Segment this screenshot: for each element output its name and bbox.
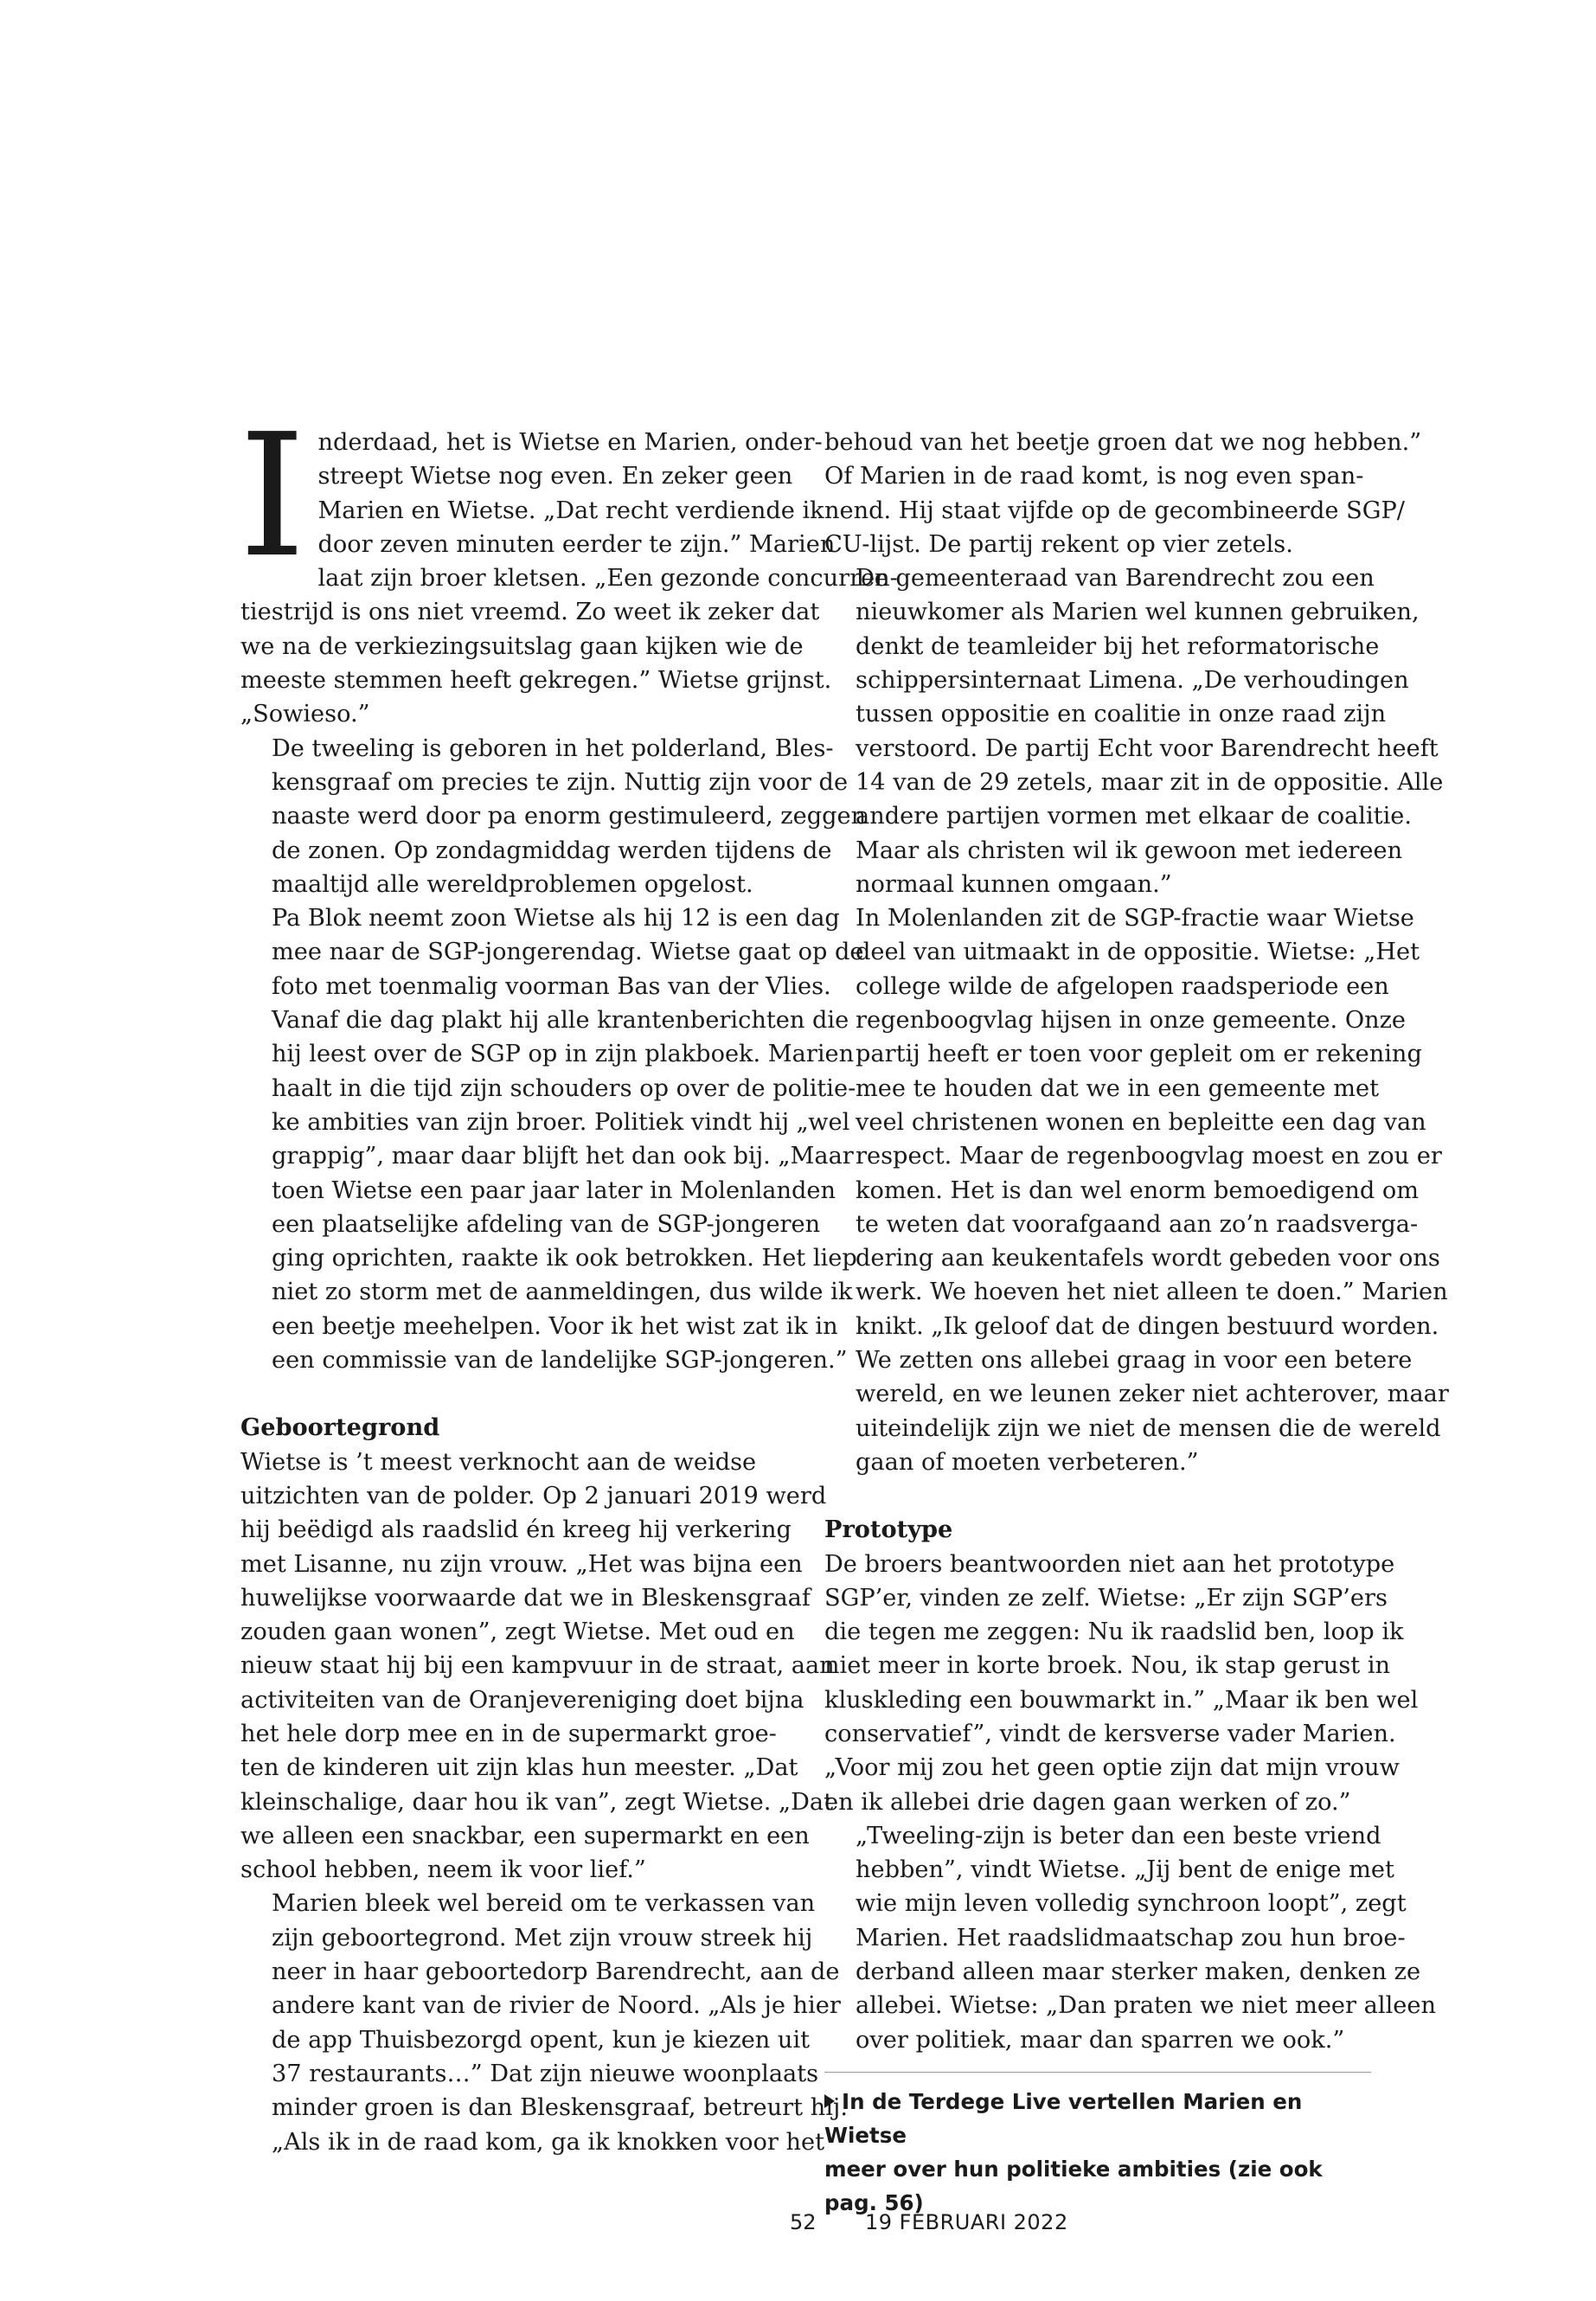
paragraph	[824, 426, 1422, 561]
page-number: 52	[790, 2210, 817, 2234]
text-line: kluskleding een bouwmarkt in.” „Maar ik ben wel	[824, 1686, 1419, 1714]
text-line: Maar als christen wil ik gewoon met iedereen	[856, 836, 1403, 864]
text-line: door zeven minuten eerder te zijn.” Marien	[317, 530, 836, 558]
drop-cap: I	[239, 398, 306, 595]
text-line: gaan of moeten verbeteren.”	[856, 1448, 1199, 1476]
paragraph-lines	[240, 1887, 848, 2158]
text-line: De gemeenteraad van Barendrecht zou een	[856, 565, 1375, 593]
text-line: niet zo storm met de aanmeldingen, dus wilde ik	[272, 1279, 853, 1306]
text-line: hij leest over de SGP op in zijn plakboek. Marien	[272, 1041, 855, 1068]
text-line: ten de kinderen uit zijn klas hun meester. „Dat	[240, 1754, 798, 1782]
text-line: streept Wietse nog even. En zeker geen	[317, 463, 793, 490]
text-line: nieuw staat hij bij een kampvuur in de straat, aan	[240, 1652, 835, 1680]
text-line: tiestrijd is ons niet vreemd. Zo weet ik zeker dat	[240, 599, 820, 626]
paragraph	[824, 561, 1444, 901]
text-line: we na de verkiezingsuitslag gaan kijken wie de	[240, 632, 804, 660]
text-line: „Voor mij zou het geen optie zijn dat mijn vrouw	[824, 1754, 1400, 1782]
text-line: Vanaf die dag plakt hij alle krantenberichten die	[272, 1007, 849, 1035]
paragraph-lines	[824, 561, 1444, 901]
paragraph	[824, 901, 1449, 1479]
text-line: zijn geboortegrond. Met zijn vrouw streek hij	[272, 1924, 813, 1952]
text-line: conservatief”, vindt de kersverse vader Marien.	[824, 1720, 1396, 1747]
paragraph	[824, 1819, 1436, 2057]
text-line: SGP’er, vinden ze zelf. Wietse: „Er zijn SGP’ers	[824, 1584, 1388, 1612]
text-line: activiteiten van de Oranjevereniging doet bijna	[240, 1686, 804, 1714]
paragraph	[240, 1445, 835, 1888]
text-line: mee naar de SGP-jongerendag. Wietse gaat op de	[272, 939, 864, 966]
text-line: andere kant van de rivier de Noord. „Als je hier	[272, 1992, 841, 2020]
paragraph-lines	[240, 901, 864, 1377]
text-line: mee te houden dat we in een gemeente met	[856, 1074, 1380, 1102]
section-heading-prototype: Prototype	[824, 1516, 953, 1544]
text-line: meeste stemmen heeft gekregen.” Wietse grijnst.	[240, 667, 832, 695]
paragraph-lines	[239, 398, 898, 732]
text-line: schippersinternaat Limena. „De verhoudingen	[856, 667, 1409, 695]
text-line: huwelijkse voorwaarde dat we in Bleskensgraaf	[240, 1584, 811, 1612]
text-line: minder groen is dan Bleskensgraaf, betreurt hij.	[272, 2094, 848, 2122]
text-line: grappig”, maar daar blijft het dan ook bij. „Maar	[272, 1143, 854, 1170]
text-line: werk. We hoeven het niet alleen te doen.” Marien	[856, 1279, 1448, 1306]
text-line: In Molenlanden zit de SGP-fractie waar Wietse	[856, 905, 1414, 933]
text-line: neer in haar geboortedorp Barendrecht, aan de	[272, 1958, 840, 1986]
paragraph-lines	[824, 901, 1449, 1479]
text-line: kensgraaf om precies te zijn. Nuttig zijn voor de	[272, 768, 849, 796]
text-line: Pa Blok neemt zoon Wietse als hij 12 is een dag	[272, 905, 840, 933]
text-line: wereld, en we leunen zeker niet achterover, maar	[856, 1381, 1449, 1408]
text-line: normaal kunnen omgaan.”	[856, 870, 1172, 898]
text-line: tussen oppositie en coalitie in onze raad zijn	[856, 701, 1387, 728]
text-line: en ik allebei drie dagen gaan werken of zo.”	[824, 1788, 1351, 1816]
issue-date: 19 FEBRUARI 2022	[865, 2210, 1068, 2234]
text-line: een plaatselijke afdeling van de SGP-jongeren	[272, 1210, 821, 1238]
text-line: „Sowieso.”	[240, 701, 370, 728]
text-line: uitzichten van de polder. Op 2 januari 2019 werd	[240, 1482, 827, 1509]
text-line: respect. Maar de regenboogvlag moest en zou er	[856, 1143, 1442, 1170]
text-line: komen. Het is dan wel enorm bemoedigend om	[856, 1176, 1420, 1204]
paragraph-lines	[240, 1445, 835, 1888]
text-line: ging oprichten, raakte ik ook betrokken. Het liep	[272, 1245, 857, 1272]
text-line: de app Thuisbezorgd opent, kun je kiezen uit	[272, 2026, 811, 2054]
paragraph	[824, 1548, 1419, 1819]
text-line: deel van uitmaakt in de oppositie. Wietse: „Het	[856, 939, 1420, 966]
text-line: dering aan keukentafels wordt gebeden voor ons	[856, 1245, 1440, 1272]
text-line: derband alleen maar sterker maken, denken ze	[856, 1958, 1421, 1986]
text-line: nend. Hij staat vijfde op de gecombineerde SGP/	[824, 497, 1405, 524]
text-line: we alleen een snackbar, een supermarkt en een	[240, 1822, 810, 1849]
text-line: We zetten ons allebei graag in voor een betere	[856, 1347, 1413, 1375]
divider	[824, 2072, 1371, 2073]
text-line: die tegen me zeggen: Nu ik raadslid ben, loop ik	[824, 1618, 1404, 1646]
text-line: 14 van de 29 zetels, maar zit in de oppositie. Alle	[856, 768, 1444, 796]
text-line: college wilde de afgelopen raadsperiode een	[856, 972, 1389, 1000]
text-line: foto met toenmalig voorman Bas van der Vlies.	[272, 972, 831, 1000]
right-column	[824, 426, 1449, 2057]
text-line: Marien en Wietse. „Dat recht verdiende ik	[317, 497, 824, 524]
play-triangle-icon	[824, 2094, 835, 2108]
text-line: toen Wietse een paar jaar later in Molenlanden	[272, 1176, 836, 1204]
text-line: nderdaad, het is Wietse en Marien, onder-	[317, 429, 823, 456]
text-line: een commissie van de landelijke SGP-jongeren.”	[272, 1347, 848, 1375]
text-line: De tweeling is geboren in het polderland, Bles-	[272, 734, 834, 762]
text-line: knikt. „Ik geloof dat de dingen bestuurd worden.	[856, 1312, 1439, 1340]
text-line: school hebben, neem ik voor lief.”	[240, 1856, 646, 1884]
text-line: te weten dat voorafgaand aan zo’n raadsverga-	[856, 1210, 1419, 1238]
text-line: uiteindelijk zijn we niet de mensen die de wereld	[856, 1414, 1441, 1442]
text-line: veel christenen wonen en bepleitte een dag van	[856, 1108, 1426, 1136]
text-line: een beetje meehelpen. Voor ik het wist zat ik in	[272, 1312, 838, 1340]
text-line: niet meer in korte broek. Nou, ik stap gerust in	[824, 1652, 1391, 1680]
paragraph-lines	[824, 426, 1422, 561]
text-line: wie mijn leven volledig synchroon loopt”, zegt	[856, 1890, 1407, 1918]
text-line: CU-lijst. De partij rekent op vier zetels.	[824, 530, 1293, 558]
text-line: kleinschalige, daar hou ik van”, zegt Wietse. „Dat	[240, 1788, 833, 1816]
text-line: hij beëdigd als raadslid én kreeg hij verkering	[240, 1516, 792, 1544]
text-line: naaste werd door pa enorm gestimuleerd, zeggen	[272, 803, 867, 830]
text-line: „Als ik in de raad kom, ga ik knokken voor het	[272, 2128, 825, 2156]
text-line: zouden gaan wonen”, zegt Wietse. Met oud en	[240, 1618, 795, 1646]
paragraph-lines	[824, 1548, 1419, 1819]
text-line: Of Marien in de raad komt, is nog even span-	[824, 463, 1364, 490]
section-heading-geboortegrond: Geboortegrond	[240, 1413, 440, 1442]
text-line: Marien bleek wel bereid om te verkassen van	[272, 1890, 816, 1918]
paragraph-lines	[240, 732, 867, 901]
paragraph	[240, 901, 864, 1377]
text-line: laat zijn broer kletsen. „Een gezonde concurren-	[317, 565, 898, 593]
text-line: ke ambities van zijn broer. Politiek vindt hij „wel	[272, 1108, 850, 1136]
text-line: Marien. Het raadslidmaatschap zou hun broe-	[856, 1924, 1406, 1952]
text-line: andere partijen vormen met elkaar de coalitie.	[856, 803, 1413, 830]
text-line: „Tweeling-zijn is beter dan een beste vriend	[856, 1822, 1381, 1849]
text-line: partij heeft er toen voor gepleit om er rekening	[856, 1041, 1422, 1068]
text-line: hebben”, vindt Wietse. „Jij bent de enige met	[856, 1856, 1394, 1884]
paragraph-intro	[239, 398, 898, 732]
text-line: De broers beantwoorden niet aan het prototype	[824, 1550, 1395, 1578]
text-line: de zonen. Op zondagmiddag werden tijdens de	[272, 836, 832, 864]
text-line: regenboogvlag hijsen in onze gemeente. Onze	[856, 1007, 1407, 1035]
paragraph	[240, 732, 867, 901]
text-line: Wietse is ’t meest verknocht aan de weidse	[240, 1448, 757, 1476]
text-line: met Lisanne, nu zijn vrouw. „Het was bijna een	[240, 1550, 803, 1578]
text-line: behoud van het beetje groen dat we nog hebben.”	[824, 429, 1422, 456]
note-line: meer over hun politieke ambities (zie ook pag. 56)	[824, 2157, 1323, 2215]
text-line: nieuwkomer als Marien wel kunnen gebruiken,	[856, 599, 1420, 626]
terdege-live-note	[824, 2085, 1378, 2220]
text-line: haalt in die tijd zijn schouders op over de politie-	[272, 1074, 856, 1102]
text-line: denkt de teamleider bij het reformatorische	[856, 632, 1380, 660]
text-line: over politiek, maar dan sparren we ook.”	[856, 2026, 1345, 2054]
text-line: allebei. Wietse: „Dan praten we niet meer alleen	[856, 1992, 1436, 2020]
note-line: In de Terdege Live vertellen Marien en Wietse	[824, 2089, 1303, 2148]
text-line: 37 restaurants…” Dat zijn nieuwe woonplaats	[272, 2060, 819, 2087]
text-line: maaltijd alle wereldproblemen opgelost.	[272, 870, 753, 898]
text-line: het hele dorp mee en in de supermarkt groe-	[240, 1720, 777, 1747]
text-line: verstoord. De partij Echt voor Barendrecht heeft	[856, 734, 1439, 762]
paragraph	[240, 1887, 848, 2158]
paragraph-lines	[824, 1819, 1436, 2057]
